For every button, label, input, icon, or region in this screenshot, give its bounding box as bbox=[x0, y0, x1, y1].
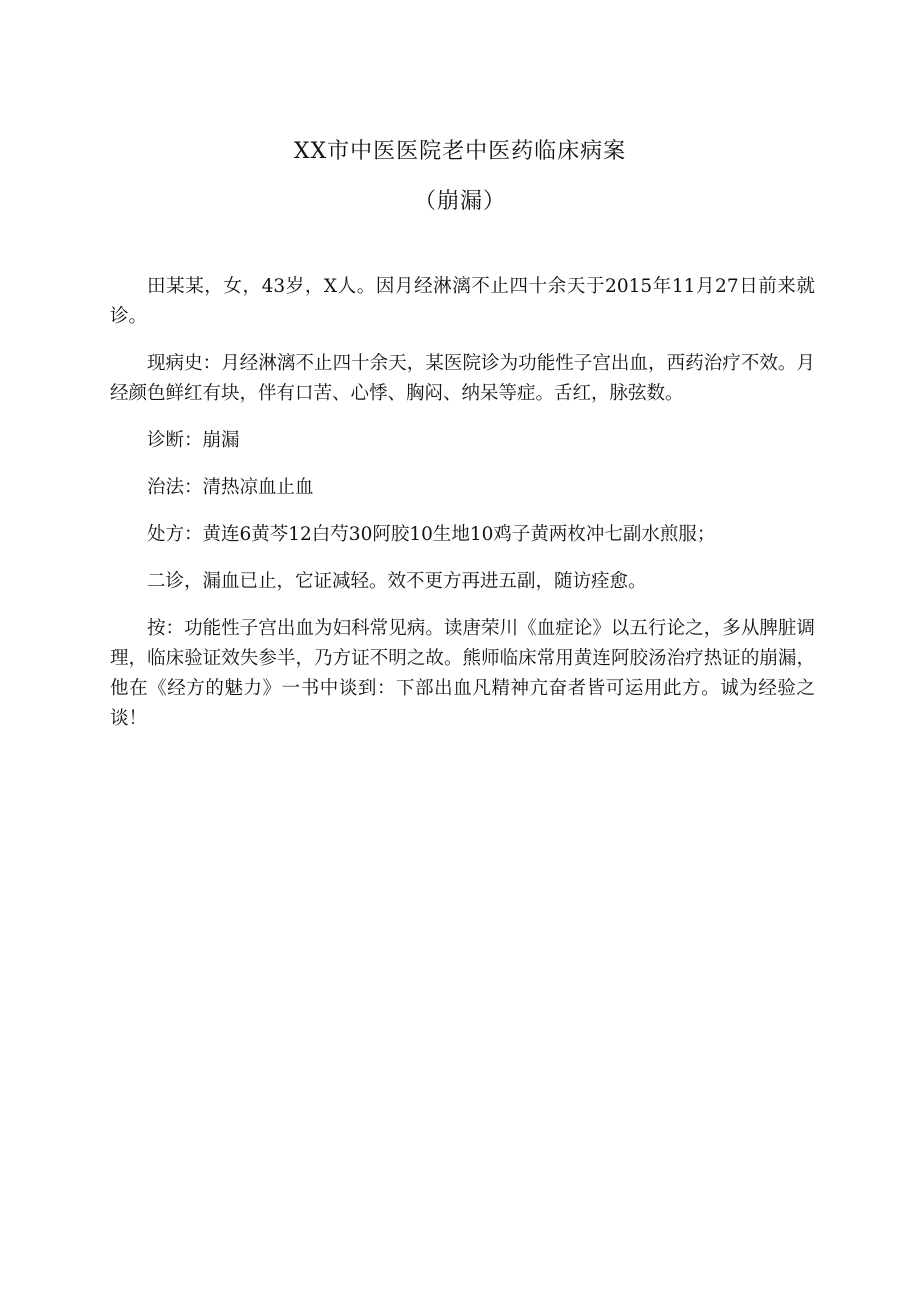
document-body bbox=[110, 272, 815, 751]
document-subtitle: （崩漏） bbox=[413, 189, 506, 214]
commentary-paragraph: 按：功能性子宫出血为妇科常见病。读唐荣川《血症论》以五行论之，多从脾脏调理，临床验证效失参半，乃方证不明之故。熊师临床常用黄连阿胶汤治疗热证的崩漏，他在《经方的魅力》一书中谈到：下部出血凡精神亢奋者皆可运用此方。诚为经验之谈！ bbox=[110, 618, 815, 729]
patient-intro-paragraph: 田某某，女，43岁，X人。因月经淋漓不止四十余天于2015年11月27日前来就诊。 bbox=[110, 276, 815, 327]
treatment-method-paragraph: 治法：清热凉血止血 bbox=[147, 477, 314, 498]
present-history-paragraph: 现病史：月经淋漓不止四十余天，某医院诊为功能性子宫出血，西药治疗不效。月经颜色鲜红有块，伴有口苦、心悸、胸闷、纳呆等症。舌红，脉弦数。 bbox=[110, 353, 815, 404]
prescription-paragraph: 处方：黄连6黄芩12白芍30阿胶10生地10鸡子黄两枚冲七副水煎服； bbox=[147, 524, 716, 545]
second-visit-paragraph: 二诊，漏血已止，它证减轻。效不更方再进五副，随访痊愈。 bbox=[147, 571, 647, 592]
document-title: XX市中医医院老中医药临床病案 bbox=[293, 139, 627, 164]
diagnosis-paragraph: 诊断：崩漏 bbox=[147, 430, 240, 451]
